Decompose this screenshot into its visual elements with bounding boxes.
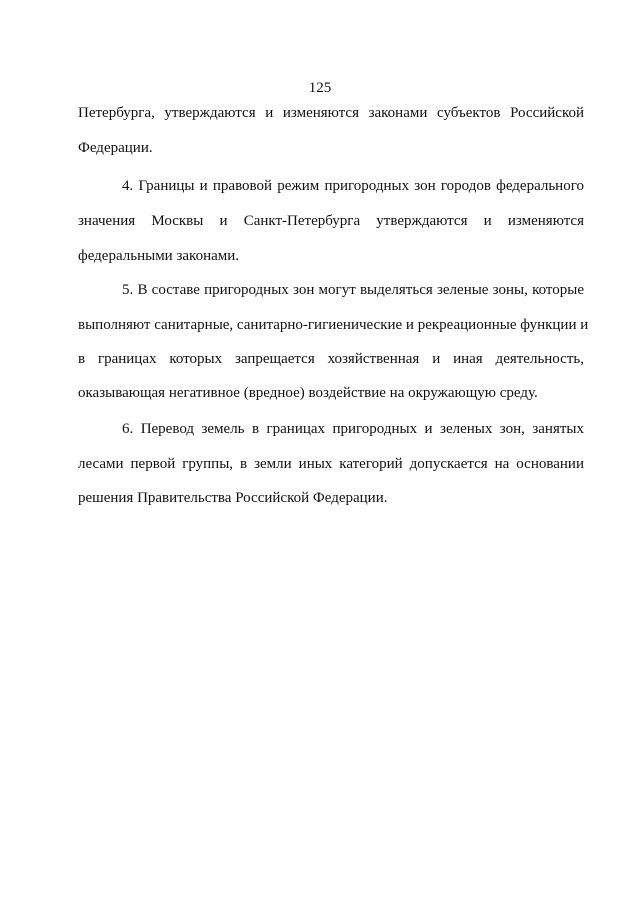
paragraph-4-line: 4. Границы и правовой режим пригородных зон городов федерального — [122, 178, 584, 194]
text-line: в границах которых запрещается хозяйственная и иная деятельность, — [78, 351, 584, 367]
paragraph-6-line: 6. Перевод земель в границах пригородных и зеленых зон, занятых — [122, 421, 584, 437]
text-line: значения Москвы и Санкт-Петербурга утверждаются и изменяются — [78, 213, 584, 229]
text-line: федеральными законами. — [78, 248, 240, 264]
page-number: 125 — [308, 80, 332, 96]
paragraph-5-line: 5. В составе пригородных зон могут выделяться зеленые зоны, которые — [122, 282, 584, 298]
text-line: решения Правительства Российской Федерации. — [78, 490, 388, 506]
text-line: оказывающая негативное (вредное) воздействие на окружающую среду. — [78, 385, 538, 401]
text-line: Федерации. — [78, 140, 153, 156]
text-line: выполняют санитарные, санитарно-гигиенические и рекреационные функции и — [78, 317, 589, 333]
text-line: Петербурга, утверждаются и изменяются законами субъектов Российской — [78, 105, 584, 121]
text-line: лесами первой группы, в земли иных категорий допускается на основании — [78, 456, 584, 472]
